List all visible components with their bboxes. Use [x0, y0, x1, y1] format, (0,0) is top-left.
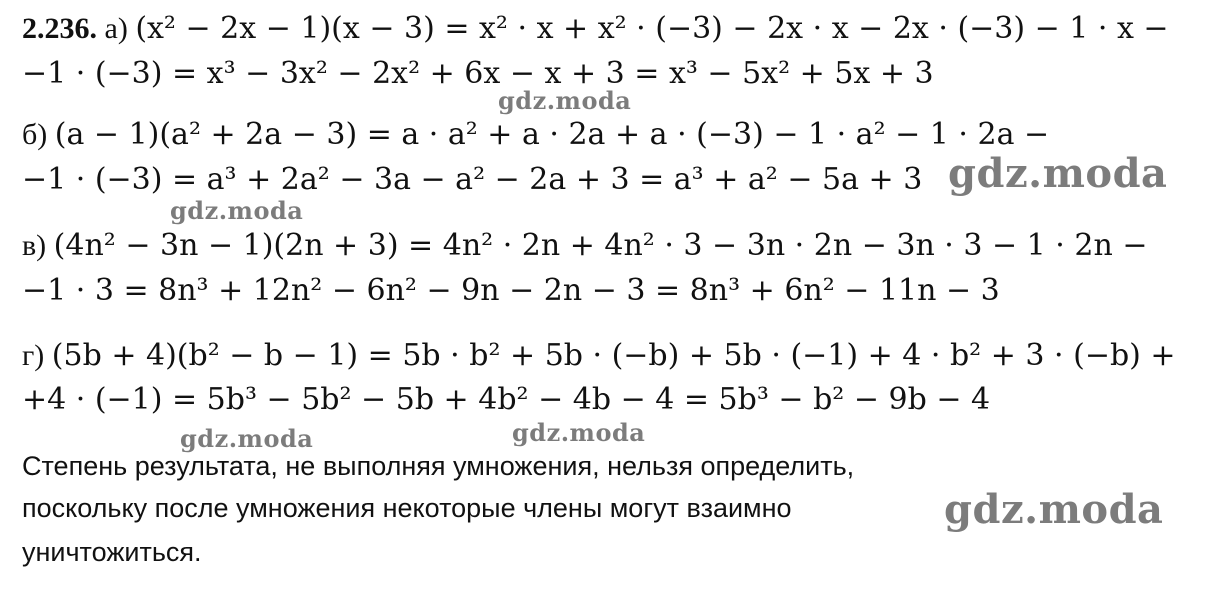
conclusion-line-2: поскольку после умножения некоторые члены могут взаимно [22, 493, 792, 523]
part-b-equation-1: (a − 1)(a² + 2a − 3) = a · a² + a · 2a + a · (−3) − 1 · a² − 1 · 2a − [54, 117, 1050, 152]
watermark: gdz.moda [170, 196, 304, 225]
part-a-equation-2: −1 · (−3) = x³ − 3x² − 2x² + 6x − x + 3 = x³ − 5x² + 5x + 3 [22, 56, 934, 91]
part-c-equation-1: (4n² − 3n − 1)(2n + 3) = 4n² · 2n + 4n² · 3 − 3n · 2n − 3n · 3 − 1 · 2n − [53, 228, 1148, 263]
part-a-label: а) [104, 12, 128, 45]
part-c-line-1 [22, 227, 1147, 265]
part-b-label: б) [22, 118, 48, 151]
part-d-label: г) [22, 339, 45, 372]
conclusion-line-1: Степень результата, не выполняя умножения, нельзя определить, [22, 451, 855, 481]
part-d-equation-2: +4 · (−1) = 5b³ − 5b² − 5b + 4b² − 4b − 4 = 5b³ − b² − 9b − 4 [22, 382, 991, 417]
part-d-equation-1: (5b + 4)(b² − b − 1) = 5b · b² + 5b · (−b) + 5b · (−1) + 4 · b² + 3 · (−b) + [51, 338, 1176, 373]
part-c-label: в) [22, 229, 47, 262]
watermark: gdz.moda [944, 486, 1164, 533]
part-a-equation-1: (x² − 2x − 1)(x − 3) = x² · x + x² · (−3) − 2x · x − 2x · (−3) − 1 · x − [135, 11, 1169, 46]
exercise-number: 2.236. [22, 12, 97, 45]
part-b-equation-2: −1 · (−3) = a³ + 2a² − 3a − a² − 2a + 3 = a³ + a² − 5a + 3 [22, 162, 923, 197]
part-a-line-1 [22, 10, 1169, 48]
part-d-line-1 [22, 337, 1176, 375]
part-c-equation-2: −1 · 3 = 8n³ + 12n² − 6n² − 9n − 2n − 3 = 8n³ + 6n² − 11n − 3 [22, 273, 1000, 308]
watermark: gdz.moda [512, 418, 646, 447]
watermark: gdz.moda [180, 424, 314, 453]
watermark: gdz.moda [948, 150, 1168, 197]
conclusion-line-3: уничтожиться. [22, 537, 202, 567]
part-b-line-1 [22, 116, 1049, 154]
watermark: gdz.moda [498, 86, 632, 115]
